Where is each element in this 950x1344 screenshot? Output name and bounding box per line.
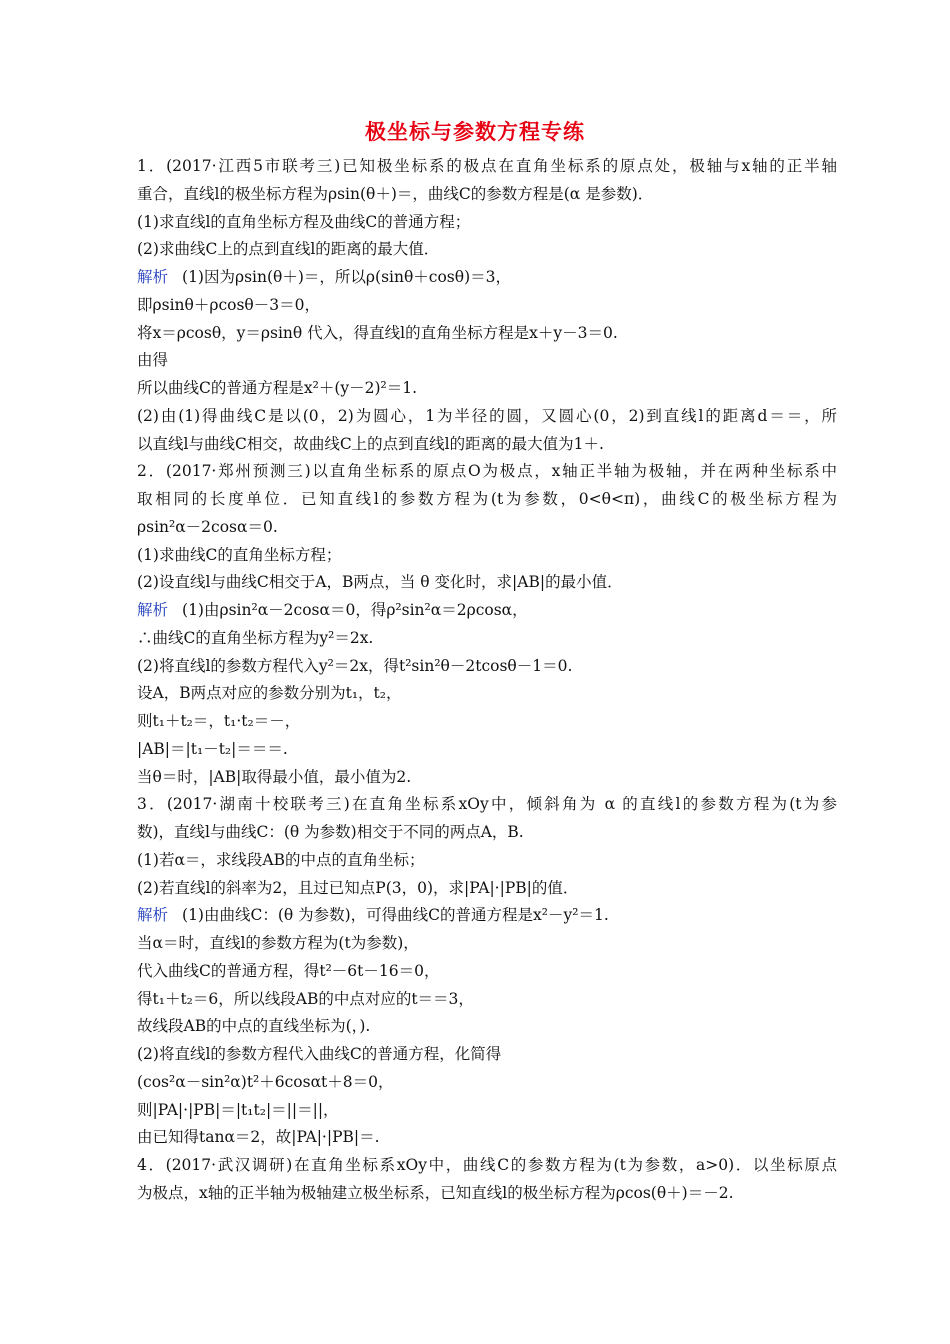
text-line: [137, 292, 837, 320]
line-text: 当α＝时，直线l的参数方程为(t为参数)，: [137, 934, 419, 952]
line-text: (2)设直线l与曲线C相交于A，B两点，当 θ 变化时，求|AB|的最小值．: [137, 573, 623, 592]
text-line: [137, 1152, 837, 1180]
document-body: [137, 153, 837, 1208]
line-text: (2)由(1)得曲线C是以(0，2)为圆心，1为半径的圆，又圆心(0，2)到直线l的距离d＝＝，所: [137, 406, 837, 425]
text-line: [137, 986, 837, 1014]
line-text: 为极点，x轴的正半轴为极轴建立极坐标系，已知直线l的极坐标方程为ρcos(θ＋)＝－2.: [137, 1183, 734, 1202]
solution-label: 解析: [137, 906, 169, 925]
text-line: [137, 320, 837, 348]
text-line: [137, 930, 837, 958]
text-line: [137, 958, 837, 986]
text-line: [137, 1180, 837, 1208]
text-line: [137, 791, 837, 819]
solution-label: 解析: [137, 268, 169, 286]
text-line: [137, 542, 837, 570]
line-text: 代入曲线C的普通方程，得t²－6t－16＝0，: [137, 961, 440, 980]
line-text: 即ρsinθ＋ρcosθ－3＝0，: [137, 295, 320, 314]
line-text: (1)由ρsin²α－2cosα＝0，得ρ²sin²α＝2ρcosα，: [182, 601, 528, 619]
document-title: 极坐标与参数方程专练: [365, 120, 585, 144]
text-line: [137, 764, 837, 792]
line-text: 由已知得tanα＝2，故|PA|·|PB|＝.: [137, 1128, 380, 1147]
text-line: [137, 153, 837, 181]
text-line: [137, 597, 837, 625]
line-text: 则|PA|·|PB|＝|t₁t₂|＝||＝||，: [137, 1100, 339, 1119]
line-text: (1)因为ρsin(θ＋)＝，所以ρ(sinθ＋cosθ)＝3，: [182, 268, 511, 286]
line-text: (1)由曲线C：(θ 为参数)，可得曲线C的普通方程是x²－y²＝1.: [182, 906, 609, 925]
line-text: 得t₁＋t₂＝6，所以线段AB的中点对应的t＝＝3，: [137, 989, 474, 1008]
line-text: 当θ＝时，|AB|取得最小值，最小值为2.: [137, 767, 412, 786]
text-line: [137, 209, 837, 237]
text-line: [137, 1013, 837, 1041]
text-line: [137, 431, 837, 459]
line-text: (2)求曲线C上的点到直线l的距离的最大值．: [137, 240, 440, 259]
line-text: |AB|＝|t₁－t₂|＝＝＝.: [137, 739, 288, 758]
text-line: [137, 625, 837, 653]
line-text: 所以曲线C的普通方程是x²＋(y－2)²＝1.: [137, 379, 418, 397]
line-text: ∴曲线C的直角坐标方程为y²＝2x.: [137, 628, 374, 647]
text-line: [137, 486, 837, 514]
line-text: 将x＝ρcosθ，y＝ρsinθ 代入，得直线l的直角坐标方程是x＋y－3＝0.: [137, 323, 618, 342]
line-text: 取相同的长度单位．已知直线l的参数方程为(t为参数，0<θ<π)，曲线C的极坐标方程为: [137, 490, 837, 508]
text-line: [137, 514, 837, 542]
line-text: 3．(2017·湖南十校联考三)在直角坐标系xOy中，倾斜角为 α 的直线l的参数方程为(t为参: [137, 795, 837, 814]
line-text: 1．(2017·江西5市联考三)已知极坐标系的极点在直角坐标系的原点处，极轴与x轴的正半轴: [137, 157, 837, 175]
line-text: 由得: [137, 351, 169, 370]
line-text: 以直线l与曲线C相交，故曲线C上的点到直线l的距离的最大值为1＋.: [137, 434, 604, 453]
text-line: [137, 1041, 837, 1069]
line-text: 4．(2017·武汉调研)在直角坐标系xOy中，曲线C的参数方程为(t为参数，a>0)．以坐标原点: [137, 1156, 837, 1174]
line-text: (2)将直线l的参数方程代入y²＝2x，得t²sin²θ－2tcosθ－1＝0.: [137, 656, 573, 675]
line-text: (2)将直线l的参数方程代入曲线C的普通方程，化简得: [137, 1045, 502, 1063]
text-line: [137, 347, 837, 375]
text-line: [137, 1069, 837, 1097]
line-text: 重合，直线l的极坐标方程为ρsin(θ＋)＝，曲线C的参数方程是(α 是参数)．: [137, 184, 654, 203]
text-line: [137, 1097, 837, 1125]
text-line: [137, 569, 837, 597]
line-text: 2．(2017·郑州预测三)以直角坐标系的原点O为极点，x轴正半轴为极轴，并在两种坐标系中: [137, 462, 837, 481]
text-line: [137, 736, 837, 764]
line-text: (cos²α－sin²α)t²＋6cosαt＋8＝0，: [137, 1072, 394, 1091]
text-line: [137, 403, 837, 431]
line-text: (1)若α＝，求线段AB的中点的直角坐标；: [137, 850, 425, 869]
text-line: [137, 1124, 837, 1152]
text-line: [137, 653, 837, 681]
line-text: 数)，直线l与曲线C：(θ 为参数)相交于不同的两点A，B.: [137, 823, 524, 841]
line-text: (2)若直线l的斜率为2，且过已知点P(3，0)，求|PA|·|PB|的值．: [137, 878, 579, 897]
text-line: [137, 708, 837, 736]
text-line: [137, 181, 837, 209]
text-line: [137, 375, 837, 403]
text-line: [137, 819, 837, 847]
text-line: [137, 902, 837, 930]
line-text: (1)求直线l的直角坐标方程及曲线C的普通方程；: [137, 212, 471, 231]
line-text: 设A，B两点对应的参数分别为t₁，t₂，: [137, 684, 402, 703]
solution-label: 解析: [137, 601, 169, 619]
line-text: (1)求曲线C的直角坐标方程；: [137, 545, 342, 564]
line-text: ρsin²α－2cosα＝0.: [137, 517, 278, 536]
text-line: [137, 680, 837, 708]
text-line: [137, 875, 837, 903]
text-line: [137, 458, 837, 486]
text-line: [137, 847, 837, 875]
line-text: 则t₁＋t₂＝，t₁·t₂＝－，: [137, 712, 301, 730]
text-line: [137, 236, 837, 264]
line-text: 故线段AB的中点的直线坐标为(，).: [137, 1017, 371, 1036]
text-line: [137, 264, 837, 292]
